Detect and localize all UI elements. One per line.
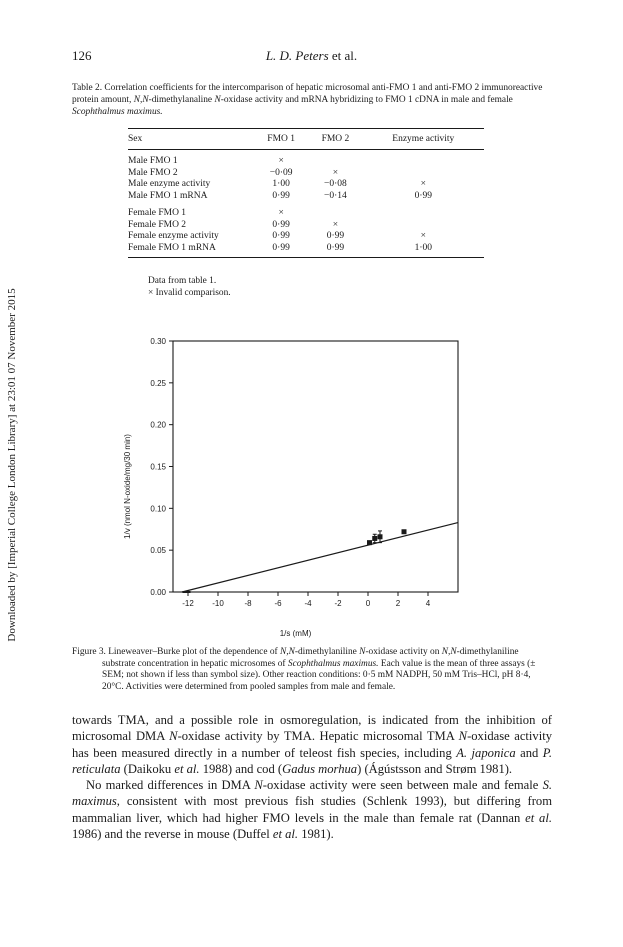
table-cell-fmo1: 0·99 (272, 190, 290, 201)
table-cell-enzyme (363, 208, 484, 220)
body-paragraph-text: N (458, 729, 468, 744)
body-paragraph (72, 777, 552, 842)
body-paragraph-text: 1981). (298, 827, 334, 842)
body-paragraph-text: 1988) and cod ( (199, 761, 283, 776)
body-paragraph-text: -oxidase activity has been measured directly in a number of teleost fish species, including (72, 729, 552, 760)
body-paragraph (72, 712, 552, 777)
page-number: 126 (72, 48, 92, 63)
running-head-authors: L. D. Peters (265, 48, 329, 63)
table-cell-label: Male FMO 1 (128, 156, 178, 166)
table-cell-label: Female FMO 1 (128, 208, 187, 218)
body-paragraph-text: S. maximus (72, 778, 553, 809)
figure-caption-text: Each value is the mean of three assays (± SEM; not shown if less than symbol size). Other reaction conditions: 0·5 mM NADPH, 50 mM Tris–HCl, pH 8·4, 20°C. Activities were determined from pooled samples from male and female. (102, 658, 536, 692)
table-cell-enzyme: × (420, 179, 426, 189)
x-tick-label: -6 (274, 599, 282, 608)
table-cell-fmo2: × (332, 219, 339, 230)
body-paragraph-text: towards TMA, and a possible role in osmoregulation, is indicated from the inhibition of microsomal DMA (72, 713, 552, 744)
figure-caption-body (72, 647, 552, 693)
x-tick-label: 4 (425, 599, 431, 608)
table-cell-fmo2: −0·14 (324, 190, 347, 201)
table-cell-enzyme (363, 220, 484, 232)
table-cell-fmo1: × (278, 156, 284, 166)
table-cell-fmo1: 0·99 (272, 231, 290, 241)
table-row (128, 150, 484, 168)
table-caption-text: N,N (133, 95, 149, 105)
y-tick-label: 0.15 (150, 462, 166, 472)
x-tick-label: -2 (334, 599, 342, 608)
body-paragraph-text: et al. (174, 761, 200, 776)
table-row (128, 191, 484, 203)
figure-caption-text: N,N (441, 647, 457, 657)
table-cell-fmo1: × (278, 208, 284, 218)
x-axis-label: 1/s (mM) (279, 629, 312, 638)
table-row (128, 208, 484, 220)
table-cell-fmo2 (308, 150, 362, 168)
body-paragraph-text: and (515, 745, 543, 760)
regression-line (182, 523, 458, 592)
figure-caption-text: N (359, 647, 366, 657)
y-tick-label: 0.05 (150, 546, 166, 556)
body-paragraph-text: 1986) and the reverse in mouse (Duffel (72, 827, 273, 842)
column-header-sex: Sex (128, 129, 254, 150)
download-watermark: Downloaded by [Imperial College London Library] at 23:01 07 November 2015 (6, 288, 18, 642)
x-tick-label: -8 (244, 599, 252, 608)
table-cell-label: Male enzyme activity (128, 179, 211, 189)
body-paragraph-text: et al. (272, 827, 299, 842)
table-cell-enzyme (363, 168, 484, 180)
y-tick-label: 0.30 (150, 337, 166, 346)
plot-frame (173, 341, 458, 592)
data-point (402, 529, 407, 534)
table-row (128, 243, 484, 258)
table-cell-fmo2: 0·99 (308, 243, 362, 258)
figure-caption-text: Figure 3. Lineweaver–Burke plot of the dependence of (72, 647, 280, 657)
data-point (367, 540, 372, 545)
table-cell-fmo1: −0·09 (269, 167, 293, 178)
body-paragraph-text: N (254, 778, 263, 793)
data-point (378, 534, 383, 539)
table-cell-fmo1: 0·99 (254, 243, 308, 258)
y-tick-label: 0.20 (150, 420, 166, 430)
table-notes (148, 275, 231, 299)
table-cell-fmo1: 1·00 (272, 179, 290, 189)
table-cell-label: Female enzyme activity (128, 231, 219, 241)
table-cell-fmo2: × (332, 167, 339, 178)
lineweaver-burk-plot (72, 328, 552, 644)
table-cell-fmo1: 0·99 (272, 219, 290, 230)
table-caption-text: -oxidase activity and mRNA hybridizing to FMO 1 cDNA in male and female (220, 95, 513, 105)
y-tick-label: 0.10 (150, 504, 166, 514)
column-header-fmo2: FMO 2 (308, 129, 362, 150)
table-caption-text: N (214, 95, 221, 105)
figure-caption (72, 647, 552, 693)
table-cell-fmo2: 0·99 (326, 231, 345, 241)
table-caption-text: Scophthalmus maximus. (72, 107, 163, 117)
table-cell-enzyme (363, 150, 484, 168)
body-paragraph-text: Gadus morhua (282, 761, 358, 776)
table-cell-fmo2: −0·08 (324, 179, 347, 189)
table-cell-label: Male FMO 2 (128, 167, 178, 178)
x-tick-label: 2 (395, 599, 401, 608)
x-tick-label: -4 (304, 599, 312, 608)
table-row (128, 220, 484, 232)
table-row (128, 179, 484, 191)
body-paragraph-text: , consistent with most previous fish studies (Schlenk 1993), but differing from mammalian liver, which had higher FMO levels in the male than female rat (Dannan (72, 794, 552, 825)
column-header-fmo1: FMO 1 (254, 129, 308, 150)
body-paragraph-text: N (169, 729, 178, 744)
table-cell-enzyme: × (420, 231, 426, 241)
body-paragraph-text: et al. (525, 810, 552, 825)
data-point (372, 536, 377, 541)
y-tick-label: 0.00 (150, 588, 166, 597)
figure-caption-text: -dimethylaniline (294, 647, 360, 657)
body-paragraph-text: No marked differences in DMA (86, 778, 255, 793)
body-text (72, 712, 552, 842)
x-tick-label: 0 (365, 599, 371, 608)
table-cell-fmo2 (308, 208, 362, 220)
figure-caption-text: N,N (280, 647, 295, 657)
correlation-table (128, 128, 484, 258)
column-header-enzyme: Enzyme activity (363, 129, 484, 150)
body-paragraph-text: ) (Ágústsson and Strøm 1981). (357, 761, 513, 776)
table-cell-enzyme: 0·99 (414, 190, 432, 201)
table-cell-enzyme: 1·00 (363, 243, 484, 258)
table-cell-label: Male FMO 1 mRNA (128, 190, 208, 201)
table-row (128, 168, 484, 180)
table-caption-text: -dimethylanaline (148, 95, 215, 105)
body-paragraph-text: A. japonica (456, 745, 516, 760)
table-cell-label: Female FMO 2 (128, 219, 187, 230)
figure-caption-text: Scophthalmus maximus. (287, 658, 379, 669)
y-axis-label: 1/v (nmol N-oxide/mg/30 min) (123, 434, 132, 539)
y-tick-label: 0.25 (150, 378, 166, 388)
figure-caption-text: -oxidase activity on (365, 647, 442, 657)
body-paragraph-text: P. reticulata (72, 745, 553, 776)
running-head (0, 48, 623, 64)
x-tick-label: -12 (182, 599, 194, 608)
body-paragraph-text: (Daikoku (120, 761, 175, 776)
table-note-invalid: × Invalid comparison. (148, 288, 231, 298)
body-paragraph-text: -oxidase activity were seen between male and female (262, 778, 543, 793)
body-paragraph-text: -oxidase activity by TMA. Hepatic microsomal TMA (177, 729, 459, 744)
table-row (128, 231, 484, 243)
table-header-row (128, 129, 484, 150)
x-tick-label: -10 (212, 599, 224, 608)
running-head-etal: et al. (328, 48, 358, 63)
table-caption (72, 82, 552, 118)
table-cell-label: Female FMO 1 mRNA (128, 243, 254, 258)
table-note-source: Data from table 1. (148, 276, 217, 286)
figure-caption-text: -dimethylaniline substrate concentration in hepatic microsomes of (102, 647, 519, 669)
table-caption-text: Table 2. Correlation coefficients for the intercomparison of hepatic microsomal anti-FMO 1 and anti-FMO 2 immunoreactive protein amount, (72, 83, 543, 105)
